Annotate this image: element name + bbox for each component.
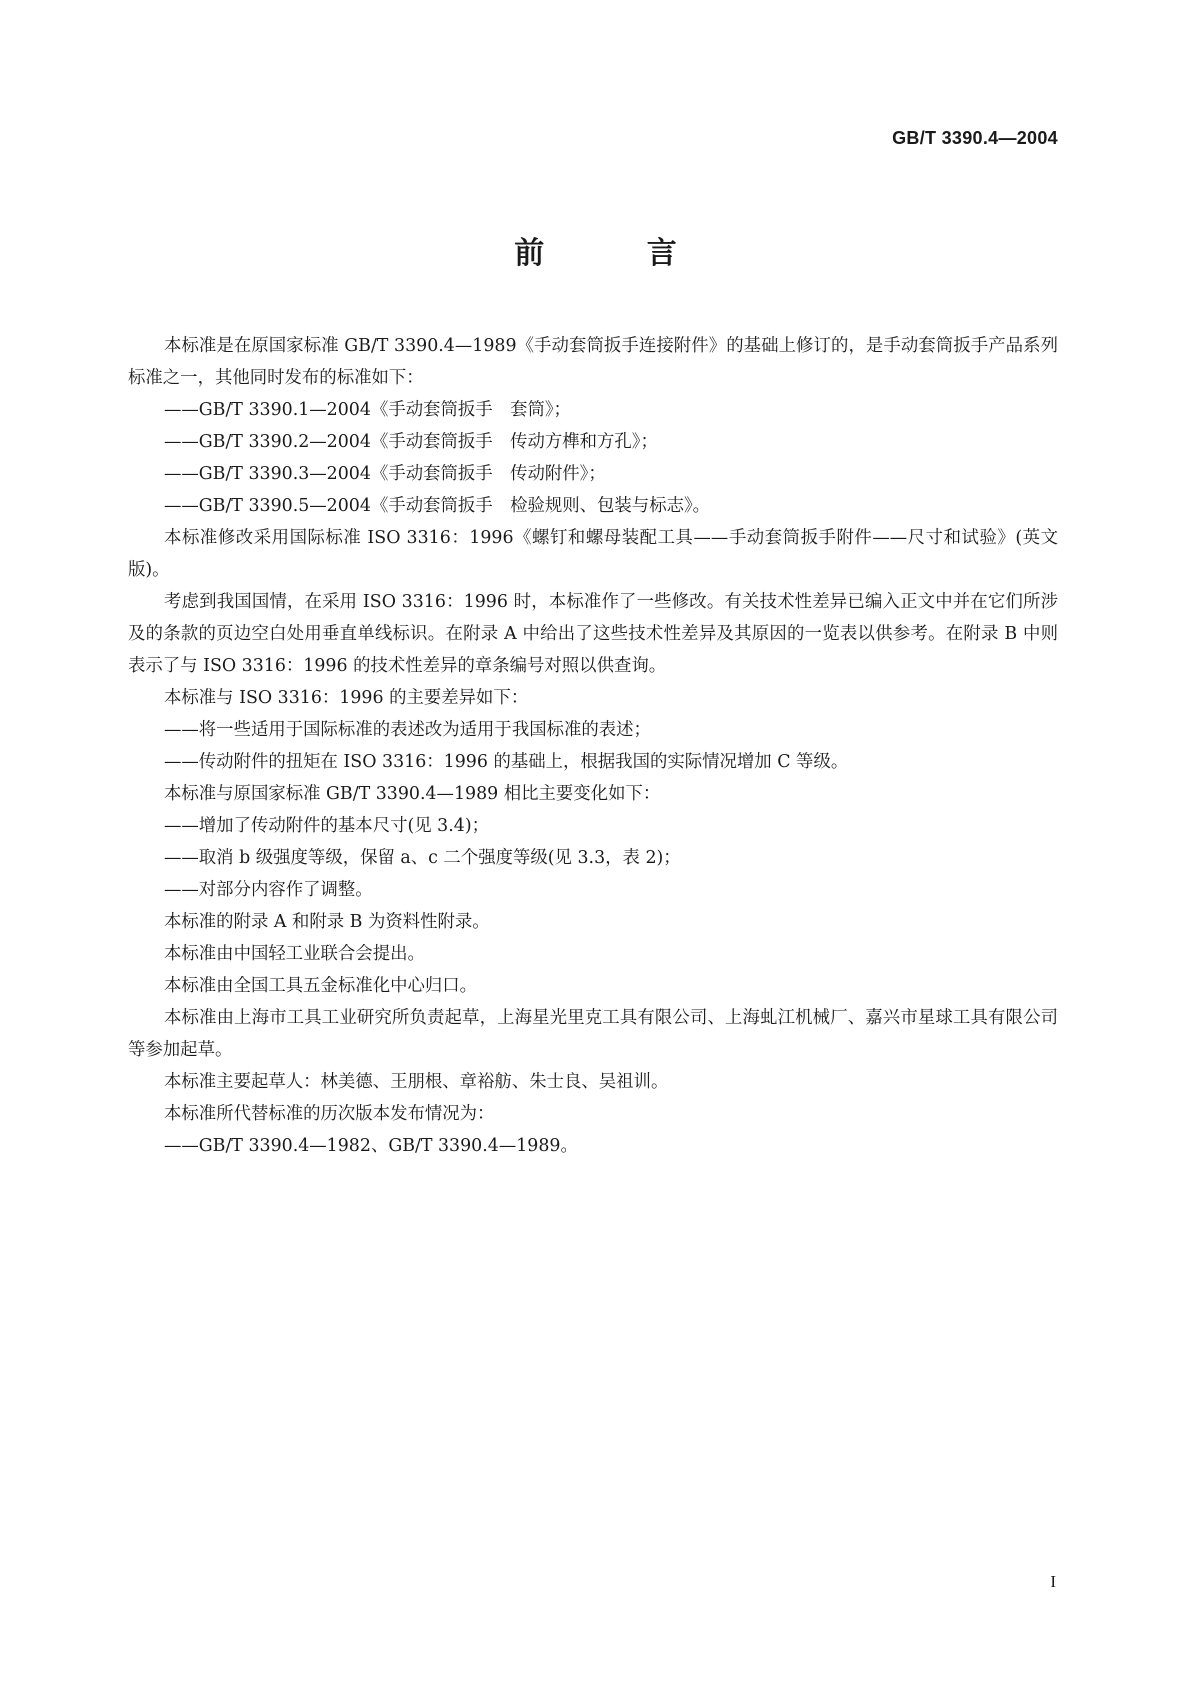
list-item-history: ——GB/T 3390.4—1982、GB/T 3390.4—1989。 — [164, 1136, 578, 1156]
paragraph-history-heading: 本标准所代替标准的历次版本发布情况为： — [164, 1104, 495, 1124]
paragraph-changes-heading: 本标准与原国家标准 GB/T 3390.4—1989 相比主要变化如下： — [164, 784, 661, 804]
paragraph-differences-heading: 本标准与 ISO 3316：1996 的主要差异如下： — [164, 688, 529, 708]
list-item-difference-1: ——将一些适用于国际标准的表述改为适用于我国标准的表述； — [164, 720, 651, 740]
paragraph-drafters: 本标准主要起草人：林美德、王朋根、章裕舫、朱士良、吴祖训。 — [164, 1072, 669, 1092]
paragraph-intro: 本标准是在原国家标准 GB/T 3390.4—1989《手动套筒扳手连接附件》的基础上修订的，是手动套筒扳手产品系列标准之一，其他同时发布的标准如下： — [128, 336, 1058, 388]
list-item-standard-1: ——GB/T 3390.1—2004《手动套筒扳手 套筒》； — [164, 400, 571, 420]
list-item-change-3: ——对部分内容作了调整。 — [164, 880, 373, 900]
paragraph-proposed-by: 本标准由中国轻工业联合会提出。 — [164, 944, 425, 964]
page-title: 前 言 — [514, 236, 723, 271]
list-item-change-2: ——取消 b 级强度等级，保留 a、c 二个强度等级(见 3.3，表 2)； — [164, 848, 681, 868]
paragraph-national-conditions: 考虑到我国国情，在采用 ISO 3316：1996 时，本标准作了一些修改。有关技术性差异已编入正文中并在它们所涉及的条款的页边空白处用垂直单线标识。在附录 A 中给出了这些技术性差异及其原因的一览表以供参考。在附录 B 中则表示了与 ISO 3316：1996 的技术性差异的章条编号对照以供查询。 — [128, 592, 1058, 676]
list-item-standard-5: ——GB/T 3390.5—2004《手动套筒扳手 检验规则、包装与标志》。 — [164, 496, 711, 516]
standard-code: GB/T 3390.4—2004 — [892, 128, 1058, 148]
paragraph-administered-by: 本标准由全国工具五金标准化中心归口。 — [164, 976, 478, 996]
page-number: I — [1050, 1572, 1056, 1591]
list-item-difference-2: ——传动附件的扭矩在 ISO 3316：1996 的基础上，根据我国的实际情况增加 C 等级。 — [164, 752, 849, 772]
list-item-change-1: ——增加了传动附件的基本尺寸(见 3.4)； — [164, 816, 490, 836]
paragraph-annexes: 本标准的附录 A 和附录 B 为资料性附录。 — [164, 912, 490, 932]
paragraph-drafted-by: 本标准由上海市工具工业研究所负责起草，上海星光里克工具有限公司、上海虬江机械厂、嘉兴市星球工具有限公司等参加起草。 — [128, 1008, 1058, 1060]
list-item-standard-3: ——GB/T 3390.3—2004《手动套筒扳手 传动附件》； — [164, 464, 606, 484]
paragraph-adoption: 本标准修改采用国际标准 ISO 3316：1996《螺钉和螺母装配工具——手动套筒扳手附件——尺寸和试验》(英文版)。 — [128, 528, 1058, 580]
list-item-standard-2: ——GB/T 3390.2—2004《手动套筒扳手 传动方榫和方孔》； — [164, 432, 658, 452]
document-body — [128, 330, 1058, 1162]
